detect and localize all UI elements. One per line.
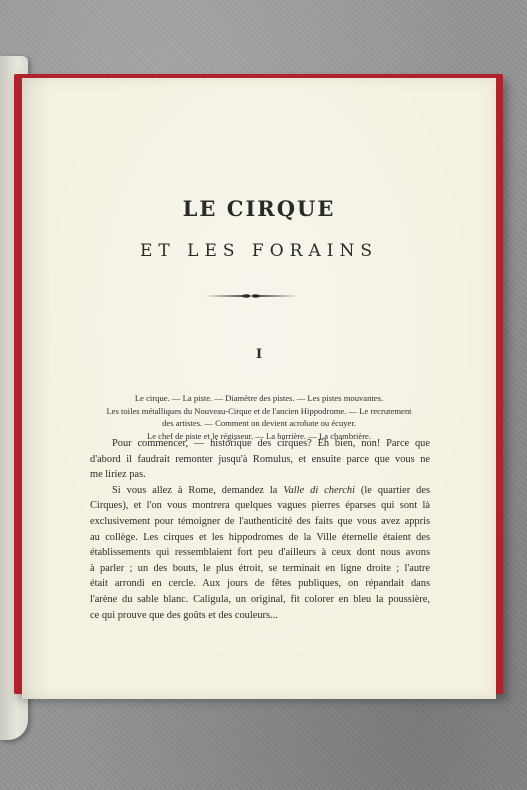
- summary-line: Le cirque. — La piste. — Diamètre des pistes. — Les pistes mouvantes.: [134, 393, 384, 403]
- text-line: établissements qui ressemblaient fort peu d'ailleurs à ceux dont nous avons: [90, 547, 430, 559]
- paragraph-1: [90, 436, 430, 483]
- paragraph-2: [90, 483, 430, 623]
- text-line: au collège. Les cirques et les hippodromes de la Ville éternelle étaient des: [90, 531, 430, 543]
- text-line: Pour commencer, — historique des cirques? Eh bien, non! Parce que: [112, 438, 430, 449]
- summary-line: Les toiles métalliques du Nouveau-Cirque et de l'ancien Hippodrome. — Le recrutement: [106, 405, 412, 416]
- italic-place-name: Valle di cherchi: [283, 484, 355, 496]
- text-fragment: Si vous allez à Rome, demandez la: [112, 484, 284, 496]
- text-line: exclusivement pour témoigner de l'authenticité des faits que vous avez appris: [90, 515, 430, 527]
- text-line: me liriez pas.: [90, 469, 146, 481]
- page-title: LE CIRQUE: [182, 196, 336, 221]
- chapter-summary: [62, 392, 456, 442]
- text-line: l'arène du sable blanc. Caligula, un original, fit colorer en bleu la poussière,: [90, 593, 430, 605]
- text-fragment: (le quartier des: [354, 484, 430, 496]
- body-text: [90, 436, 430, 623]
- text-line: à parler ; un des bouts, le plus étroit, se terminait en ligne droite ; l'autre: [90, 562, 430, 574]
- book-page: [22, 78, 496, 699]
- text-line: ce qui prouve que des goûts et des couleurs...: [90, 609, 278, 621]
- text-line: Cirques), et l'on vous montrera quelques vagues pierres éparses qui sont là: [90, 500, 430, 512]
- text-line: [90, 483, 430, 499]
- summary-line: des artistes. — Comment on devient acrobate ou écuyer.: [162, 418, 356, 429]
- page-subtitle: ET LES FORAINS: [140, 241, 378, 261]
- chapter-number: I: [255, 347, 263, 362]
- text-line: d'abord il faudrait remonter jusqu'à Romulus, et ensuite parce que vous ne: [90, 453, 430, 465]
- title-rule-ornament: [204, 292, 298, 300]
- summary-line: Le chef de piste et le régisseur. — La barrière. — La chambrière.: [146, 430, 372, 441]
- text-line: était arrondi en cercle. Aux jours de fêtes publiques, on répandait dans: [90, 578, 430, 590]
